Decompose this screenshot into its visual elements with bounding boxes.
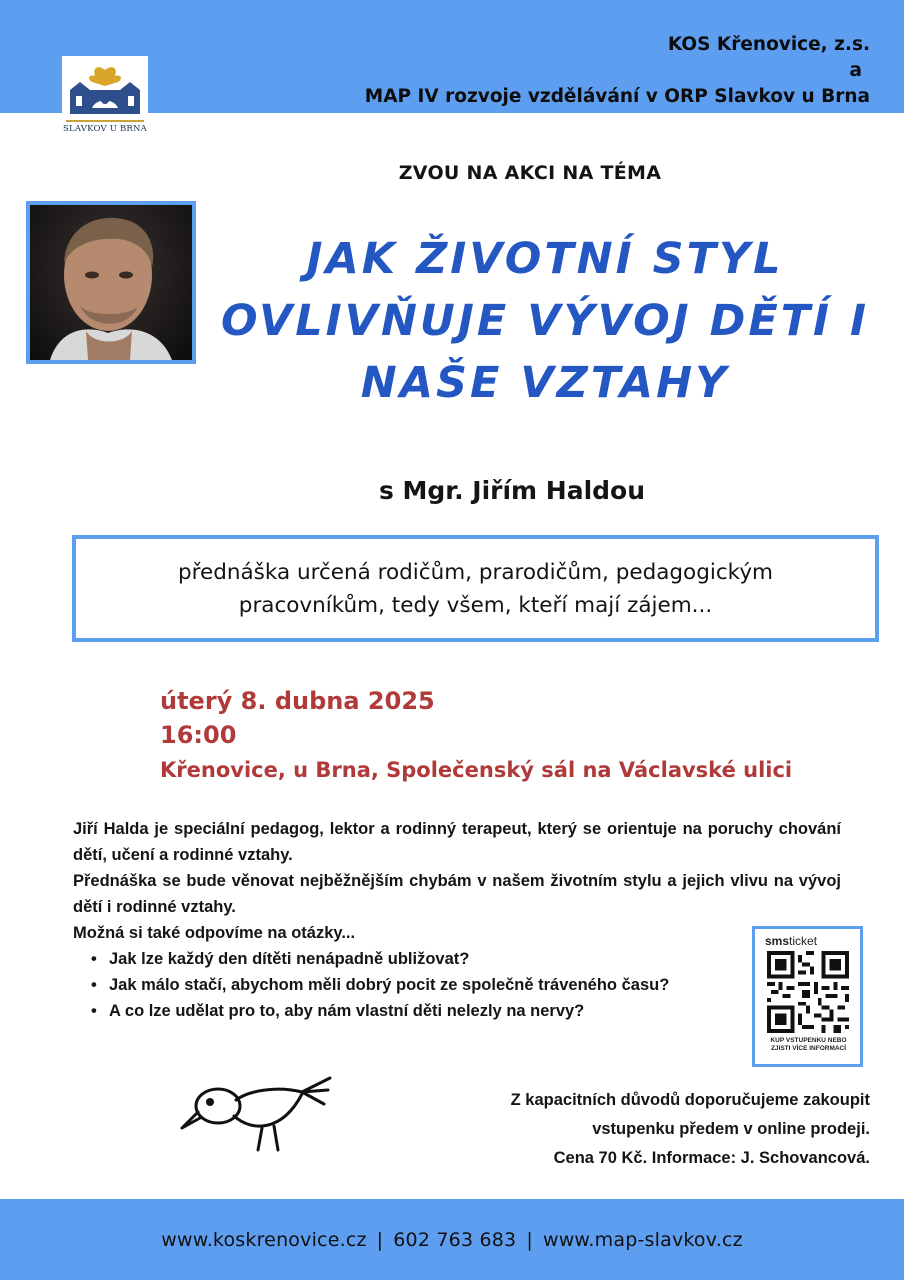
speaker-photo-frame xyxy=(26,201,196,364)
organizers-header xyxy=(270,32,870,110)
qr-code-icon xyxy=(767,951,849,1033)
purchase-info xyxy=(430,1086,870,1173)
smsticket-brand xyxy=(765,934,817,948)
qr-caption xyxy=(759,1037,858,1053)
ticket-qr[interactable] xyxy=(752,926,863,1067)
coat-of-arms-icon xyxy=(62,56,148,120)
logo-divider xyxy=(66,120,144,122)
qr-caption-line-1: KUP VSTUPENKU NEBO xyxy=(770,1037,847,1044)
qr-caption-line-2: ZJISTI VÍCE INFORMACÍ xyxy=(770,1045,847,1052)
title-line-3: NAŠE VZTAHY xyxy=(360,358,730,408)
event-date: úterý 8. dubna 2025 xyxy=(160,687,435,715)
logo-caption: SLAVKOV U BRNA xyxy=(63,124,147,134)
audience-line-1: přednáška určená rodičům, prarodičům, pedagogickým xyxy=(177,559,773,585)
event-time: 16:00 xyxy=(160,721,237,749)
organizer-conjunction: a xyxy=(849,60,862,81)
footer-separator: | xyxy=(376,1228,384,1251)
description-topic: Přednáška se bude věnovat nejběžnějším chybám v našem životním stylu a jejich vlivu na vývoj dětí i rodinné vztahy. xyxy=(73,872,841,916)
speaker-line: s Mgr. Jiřím Haldou xyxy=(378,476,646,505)
speaker-photo xyxy=(30,205,192,360)
slavkov-logo xyxy=(62,56,148,140)
purchase-line-2: vstupenku předem v online prodeji. xyxy=(592,1120,870,1138)
description-bio: Jiří Halda je speciální pedagog, lektor a rodinný terapeut, který se orientuje na poruchy chování dětí, učení a rodinné vztahy. xyxy=(73,820,841,864)
footer-contacts xyxy=(161,1229,743,1251)
footer-phone[interactable]: 602 763 683 xyxy=(393,1228,517,1251)
brand-sms: sms xyxy=(765,934,790,948)
organizer-kos: KOS Křenovice, z.s. xyxy=(667,34,870,55)
question-item: • Jak lze každý den dítěti nenápadně ubližovat? xyxy=(91,946,841,972)
description xyxy=(73,816,841,1024)
title-line-2: OVLIVŇUJE VÝVOJ DĚTÍ I xyxy=(220,296,870,346)
footer-separator: | xyxy=(526,1228,533,1251)
footer-band xyxy=(0,1199,904,1280)
purchase-line-3: Cena 70 Kč. Informace: J. Schovancová. xyxy=(553,1149,870,1167)
audience-box xyxy=(72,535,879,642)
audience-line-2: pracovníkům, tedy všem, kteří mají zájem... xyxy=(238,592,713,618)
purchase-line-1: Z kapacitních důvodů doporučujeme zakoupit xyxy=(510,1091,870,1109)
invite-heading: ZVOU NA AKCI NA TÉMA xyxy=(398,162,662,184)
link-map-slavkov[interactable]: www.map-slavkov.cz xyxy=(542,1228,743,1251)
audience-text xyxy=(178,556,773,622)
brand-ticket: ticket xyxy=(789,934,818,948)
event-info xyxy=(160,684,792,788)
question-list xyxy=(73,946,841,1024)
organizer-map: MAP IV rozvoje vzdělávání v ORP Slavkov u Brna xyxy=(364,86,870,107)
description-questions-intro: Možná si také odpovíme na otázky... xyxy=(73,924,356,942)
question-item: • A co lze udělat pro to, aby nám vlastní děti nelezly na nervy? xyxy=(91,998,841,1024)
title-line-1: JAK ŽIVOTNÍ STYL xyxy=(306,234,784,284)
question-item: • Jak málo stačí, abychom měli dobrý pocit ze společně tráveného času? xyxy=(91,972,841,998)
bird-doodle-icon xyxy=(178,1070,338,1160)
event-place: Křenovice, u Brna, Společenský sál na Václavské ulici xyxy=(160,758,793,782)
link-koskrenovice[interactable]: www.koskrenovice.cz xyxy=(161,1228,367,1251)
event-title xyxy=(215,228,875,414)
